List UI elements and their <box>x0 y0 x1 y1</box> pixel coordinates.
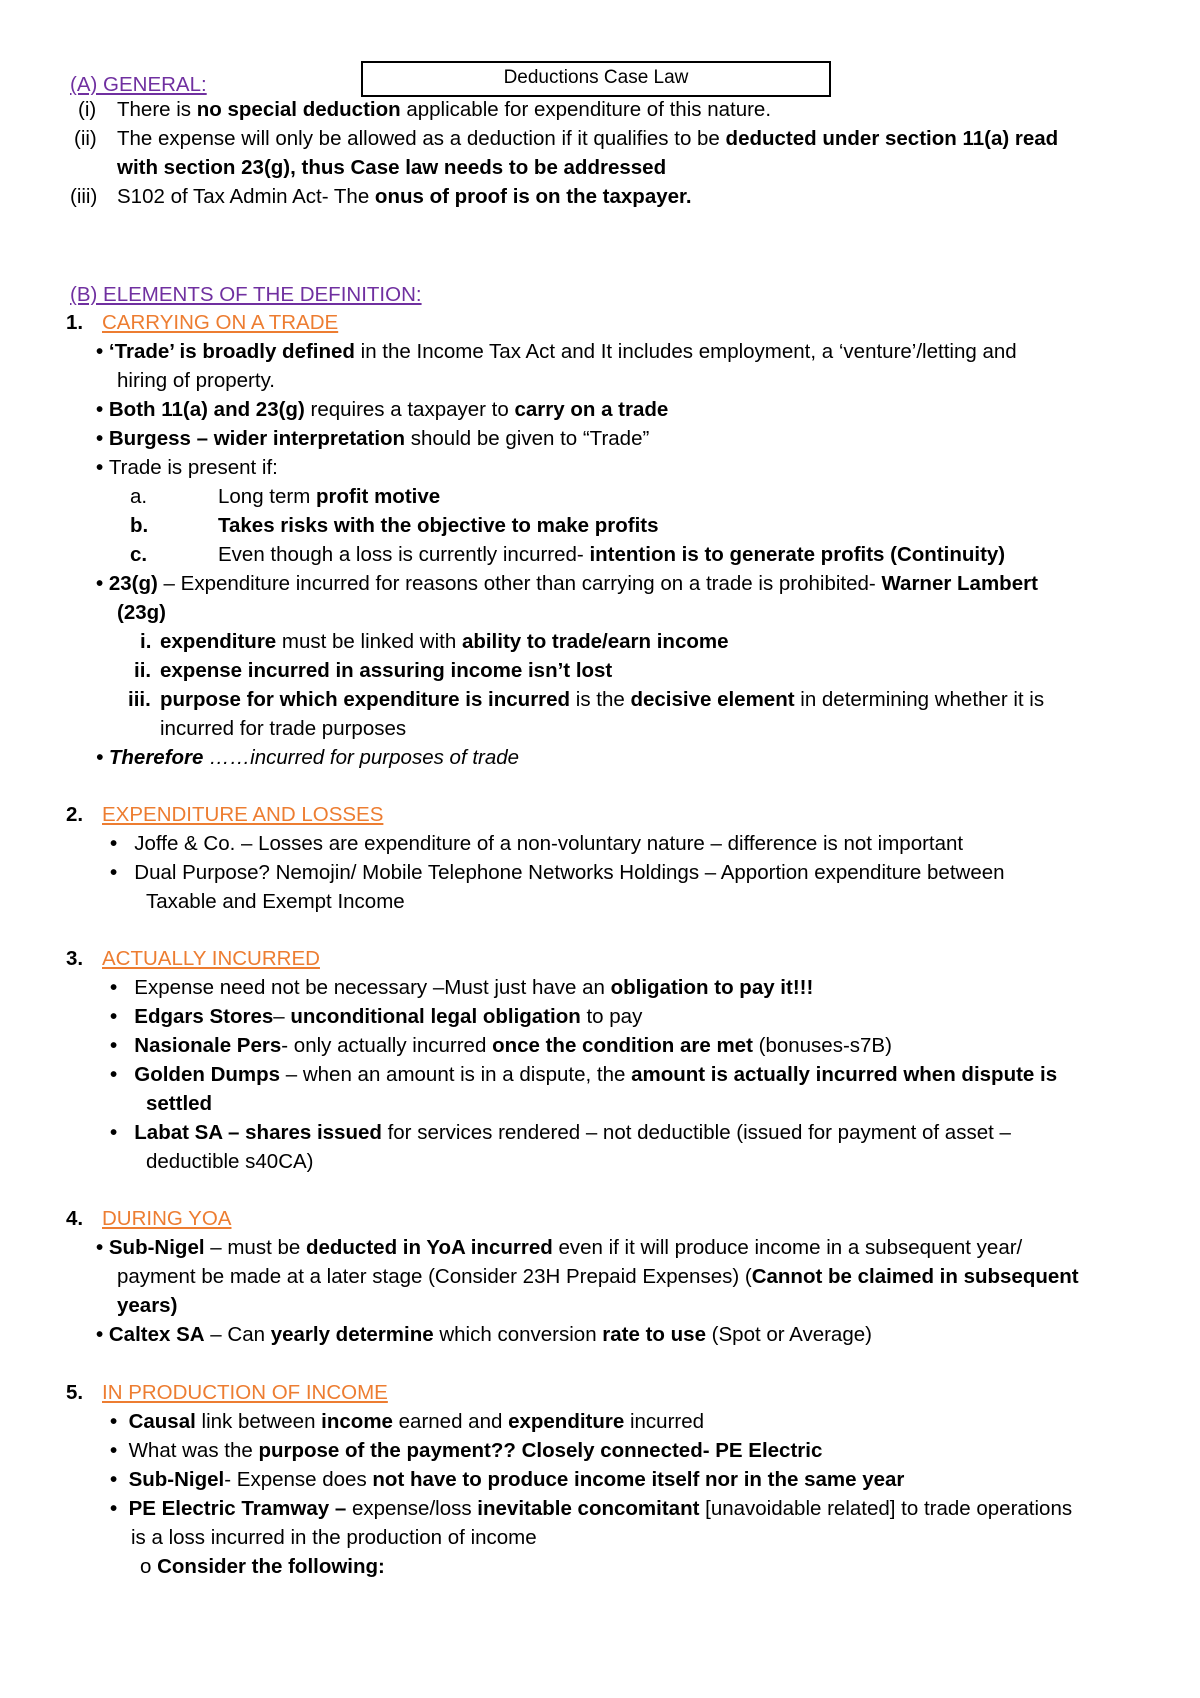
text: [unavoidable related] to trade operations <box>699 1497 1073 1520</box>
roman-marker: i. <box>140 630 152 653</box>
text: which conversion <box>433 1323 603 1346</box>
bullet-item: • Edgars Stores– unconditional legal obligation to pay <box>110 1005 643 1028</box>
text: (Spot or Average) <box>705 1323 872 1346</box>
bullet-item: • 23(g) – Expenditure incurred for reasons other than carrying on a trade is prohibited- Warner Lambert <box>96 572 1038 595</box>
text-bold: Burgess – wider interpretation <box>108 427 406 450</box>
bullet-item: • Labat SA – shares issued for services rendered – not deductible (issued for payment of asset – <box>110 1121 1011 1144</box>
text: ……incurred for purposes of trade <box>203 746 520 769</box>
text: should be given to “Trade” <box>405 427 650 450</box>
text: There is <box>117 98 197 121</box>
text: to pay <box>580 1005 643 1028</box>
section-a-item-1-text <box>117 95 771 124</box>
text-bold: expenditure <box>508 1410 625 1433</box>
text-bold: expenditure <box>160 630 277 653</box>
letter-item <box>218 540 1005 569</box>
bullet-item: • Caltex SA – Can yearly determine which conversion rate to use (Spot or Average) <box>96 1323 872 1346</box>
text-bold: Sub-Nigel <box>128 1468 225 1491</box>
text-bold: Consider the following: <box>157 1555 385 1578</box>
text: Even though a loss is currently incurred- <box>218 543 590 566</box>
text: even if it will produce income in a subsequent year/ <box>552 1236 1023 1259</box>
text: Joffe & Co. – Losses are expenditure of a non-voluntary nature – difference is not important <box>134 832 964 855</box>
text-bold: deducted in YoA incurred <box>305 1236 553 1259</box>
text: – Expenditure incurred for reasons other than carrying on a trade is prohibited- <box>157 572 882 595</box>
section-a-item-3 <box>70 182 97 211</box>
text: is the <box>570 688 631 711</box>
subheading-carrying-on-trade: CARRYING ON A TRADE <box>102 311 339 334</box>
text: payment be made at a later stage (Consider 23H Prepaid Expenses) ( <box>117 1265 752 1288</box>
text: The expense will only be allowed as a deduction if it qualifies to be <box>117 127 726 150</box>
bullet-item-cont: hiring of property. <box>117 369 276 392</box>
subheading-during-yoa: DURING YOA <box>102 1207 232 1230</box>
text-bold: intention is to generate profits (Continuity) <box>589 543 1006 566</box>
text: S102 of Tax Admin Act- The <box>117 185 375 208</box>
text-bold: no special deduction <box>196 98 401 121</box>
document-title: Deductions Case Law <box>361 61 831 97</box>
text-bold: Both 11(a) and 23(g) <box>108 398 305 421</box>
text-bold: profit motive <box>316 485 441 508</box>
section-a-heading: (A) GENERAL: <box>70 73 207 96</box>
roman-marker: ii. <box>134 659 152 682</box>
text-bold: deducted under section 11(a) read <box>725 127 1059 150</box>
bullet-item: • ‘Trade’ is broadly defined in the Income Tax Act and It includes employment, a ‘venture’/letting and <box>96 340 1017 363</box>
letter-item <box>218 482 440 511</box>
text-bold: yearly determine <box>270 1323 434 1346</box>
bullet-item-cont: settled <box>146 1092 213 1115</box>
text: incurred <box>624 1410 705 1433</box>
text: – must be <box>204 1236 306 1259</box>
text-bold: Nasionale Pers <box>134 1034 282 1057</box>
letter-marker: a. <box>130 485 148 508</box>
text: requires a taxpayer to <box>304 398 515 421</box>
bullet-item: • Both 11(a) and 23(g) requires a taxpayer to carry on a trade <box>96 398 669 421</box>
text: What was the <box>128 1439 259 1462</box>
text: Long term <box>218 485 316 508</box>
bullet-item: • Dual Purpose? Nemojin/ Mobile Telephone Networks Holdings – Apportion expenditure between <box>110 861 1005 884</box>
bullet-item: • Golden Dumps – when an amount is in a dispute, the amount is actually incurred when dispute is <box>110 1063 1058 1086</box>
bullet-item-cont: years) <box>117 1294 178 1317</box>
bullet-item-cont: deductible s40CA) <box>146 1150 314 1173</box>
text-bold: unconditional legal obligation <box>290 1005 581 1028</box>
marker: (iii) <box>70 185 98 208</box>
bullet-item-cont <box>117 1262 1079 1291</box>
text: – Can <box>204 1323 271 1346</box>
item-number: 4. <box>66 1207 84 1230</box>
section-a-item-2-cont: with section 23(g), thus Case law needs to be addressed <box>117 156 667 179</box>
text-bold: income <box>321 1410 393 1433</box>
text: - Expense does <box>224 1468 373 1491</box>
text: link between <box>195 1410 322 1433</box>
text-bold: obligation to pay it!!! <box>610 976 814 999</box>
text-bold: Causal <box>128 1410 196 1433</box>
text: applicable for expenditure of this nature. <box>400 98 772 121</box>
text: – when an amount is in a dispute, the <box>280 1063 632 1086</box>
text: – <box>273 1005 291 1028</box>
roman-item <box>160 685 1044 714</box>
text-bold: Golden Dumps <box>134 1063 281 1086</box>
text-bold: carry on a trade <box>514 398 669 421</box>
section-a-item-1 <box>78 95 96 124</box>
bullet-item-cont: Taxable and Exempt Income <box>146 890 405 913</box>
bullet-item: • Nasionale Pers- only actually incurred once the condition are met (bonuses-s7B) <box>110 1034 892 1057</box>
bullet-item-cont: is a loss incurred in the production of income <box>131 1526 537 1549</box>
item-number: 3. <box>66 947 84 970</box>
text: Expense need not be necessary –Must just have an <box>134 976 611 999</box>
text-bold: ‘Trade’ is broadly defined <box>108 340 355 363</box>
text: must be linked with <box>276 630 462 653</box>
marker: (ii) <box>74 127 97 150</box>
bullet-item: • Causal link between income earned and expenditure incurred <box>110 1410 705 1433</box>
text-bold: 23(g) <box>108 572 158 595</box>
text-bold: onus of proof is on the taxpayer. <box>374 185 692 208</box>
section-a-item-2-text <box>117 124 1058 153</box>
text-bold: amount is actually incurred when dispute is <box>631 1063 1058 1086</box>
section-a-item-3-text <box>117 182 692 211</box>
text-bold: ability to trade/earn income <box>461 630 729 653</box>
letter-marker: c. <box>130 543 148 566</box>
text: in the Income Tax Act and It includes employment, a ‘venture’/letting and <box>354 340 1017 363</box>
item-number: 1. <box>66 311 84 334</box>
text-bold: PE Electric Tramway – <box>128 1497 352 1520</box>
text-bold: inevitable concomitant <box>477 1497 700 1520</box>
text-bold: Sub-Nigel <box>108 1236 205 1259</box>
text: expense/loss <box>351 1497 478 1520</box>
bullet-item-cont: (23g) <box>117 601 166 624</box>
bullet-item: • Trade is present if: <box>96 456 278 479</box>
subheading-production-of-income: IN PRODUCTION OF INCOME <box>102 1381 388 1404</box>
bullet-item: • Sub-Nigel- Expense does not have to produce income itself nor in the same year <box>110 1468 905 1491</box>
letter-marker: b. <box>130 514 149 537</box>
roman-marker: iii. <box>128 688 151 711</box>
bullet-item: • Joffe & Co. – Losses are expenditure of a non-voluntary nature – difference is not important <box>110 832 964 855</box>
text: - only actually incurred <box>281 1034 493 1057</box>
text-bold: purpose for which expenditure is incurred <box>160 688 571 711</box>
section-a-item-2 <box>74 124 97 153</box>
text: earned and <box>392 1410 509 1433</box>
bullet-item: • Sub-Nigel – must be deducted in YoA incurred even if it will produce income in a subsequent year/ <box>96 1236 1023 1259</box>
text-bold: once the condition are met <box>492 1034 753 1057</box>
roman-item-cont: incurred for trade purposes <box>160 717 407 740</box>
bullet-item: • Expense need not be necessary –Must just have an obligation to pay it!!! <box>110 976 814 999</box>
text: Dual Purpose? Nemojin/ Mobile Telephone Networks Holdings – Apportion expenditure between <box>134 861 1005 884</box>
text-bold: Edgars Stores <box>134 1005 274 1028</box>
subheading-actually-incurred: ACTUALLY INCURRED <box>102 947 320 970</box>
bullet-item: • PE Electric Tramway – expense/loss inevitable concomitant [unavoidable related] to trade operations <box>110 1497 1073 1520</box>
text-bold: not have to produce income itself nor in the same year <box>372 1468 905 1491</box>
section-b-heading: (B) ELEMENTS OF THE DEFINITION: <box>70 283 422 306</box>
text-bold: rate to use <box>602 1323 706 1346</box>
roman-item <box>160 627 729 656</box>
text-bold: decisive element <box>630 688 795 711</box>
subheading-expenditure-losses: EXPENDITURE AND LOSSES <box>102 803 384 826</box>
text: (bonuses-s7B) <box>752 1034 892 1057</box>
text: for services rendered – not deductible (issued for payment of asset – <box>381 1121 1011 1144</box>
text-bold: Cannot be claimed in subsequent <box>751 1265 1079 1288</box>
text-bold: purpose of the payment?? <box>258 1439 522 1462</box>
bullet-item: • Therefore ……incurred for purposes of trade <box>96 746 520 769</box>
roman-item: expense incurred in assuring income isn’t lost <box>160 659 613 682</box>
text: Trade is present if: <box>108 456 278 479</box>
text-bold: Therefore <box>108 746 204 769</box>
item-number: 2. <box>66 803 84 826</box>
text-bold: Caltex SA <box>108 1323 205 1346</box>
text-bold: Labat SA – shares issued <box>134 1121 382 1144</box>
text-bold: Closely connected- PE Electric <box>521 1439 823 1462</box>
letter-item: Takes risks with the objective to make profits <box>218 514 659 537</box>
marker: (i) <box>78 98 97 121</box>
sub-bullet-item: o Consider the following: <box>140 1555 385 1578</box>
bullet-item: • Burgess – wider interpretation should be given to “Trade” <box>96 427 650 450</box>
bullet-item: • What was the purpose of the payment?? Closely connected- PE Electric <box>110 1439 823 1462</box>
item-number: 5. <box>66 1381 84 1404</box>
text: in determining whether it is <box>794 688 1045 711</box>
text-bold: Warner Lambert <box>881 572 1038 595</box>
